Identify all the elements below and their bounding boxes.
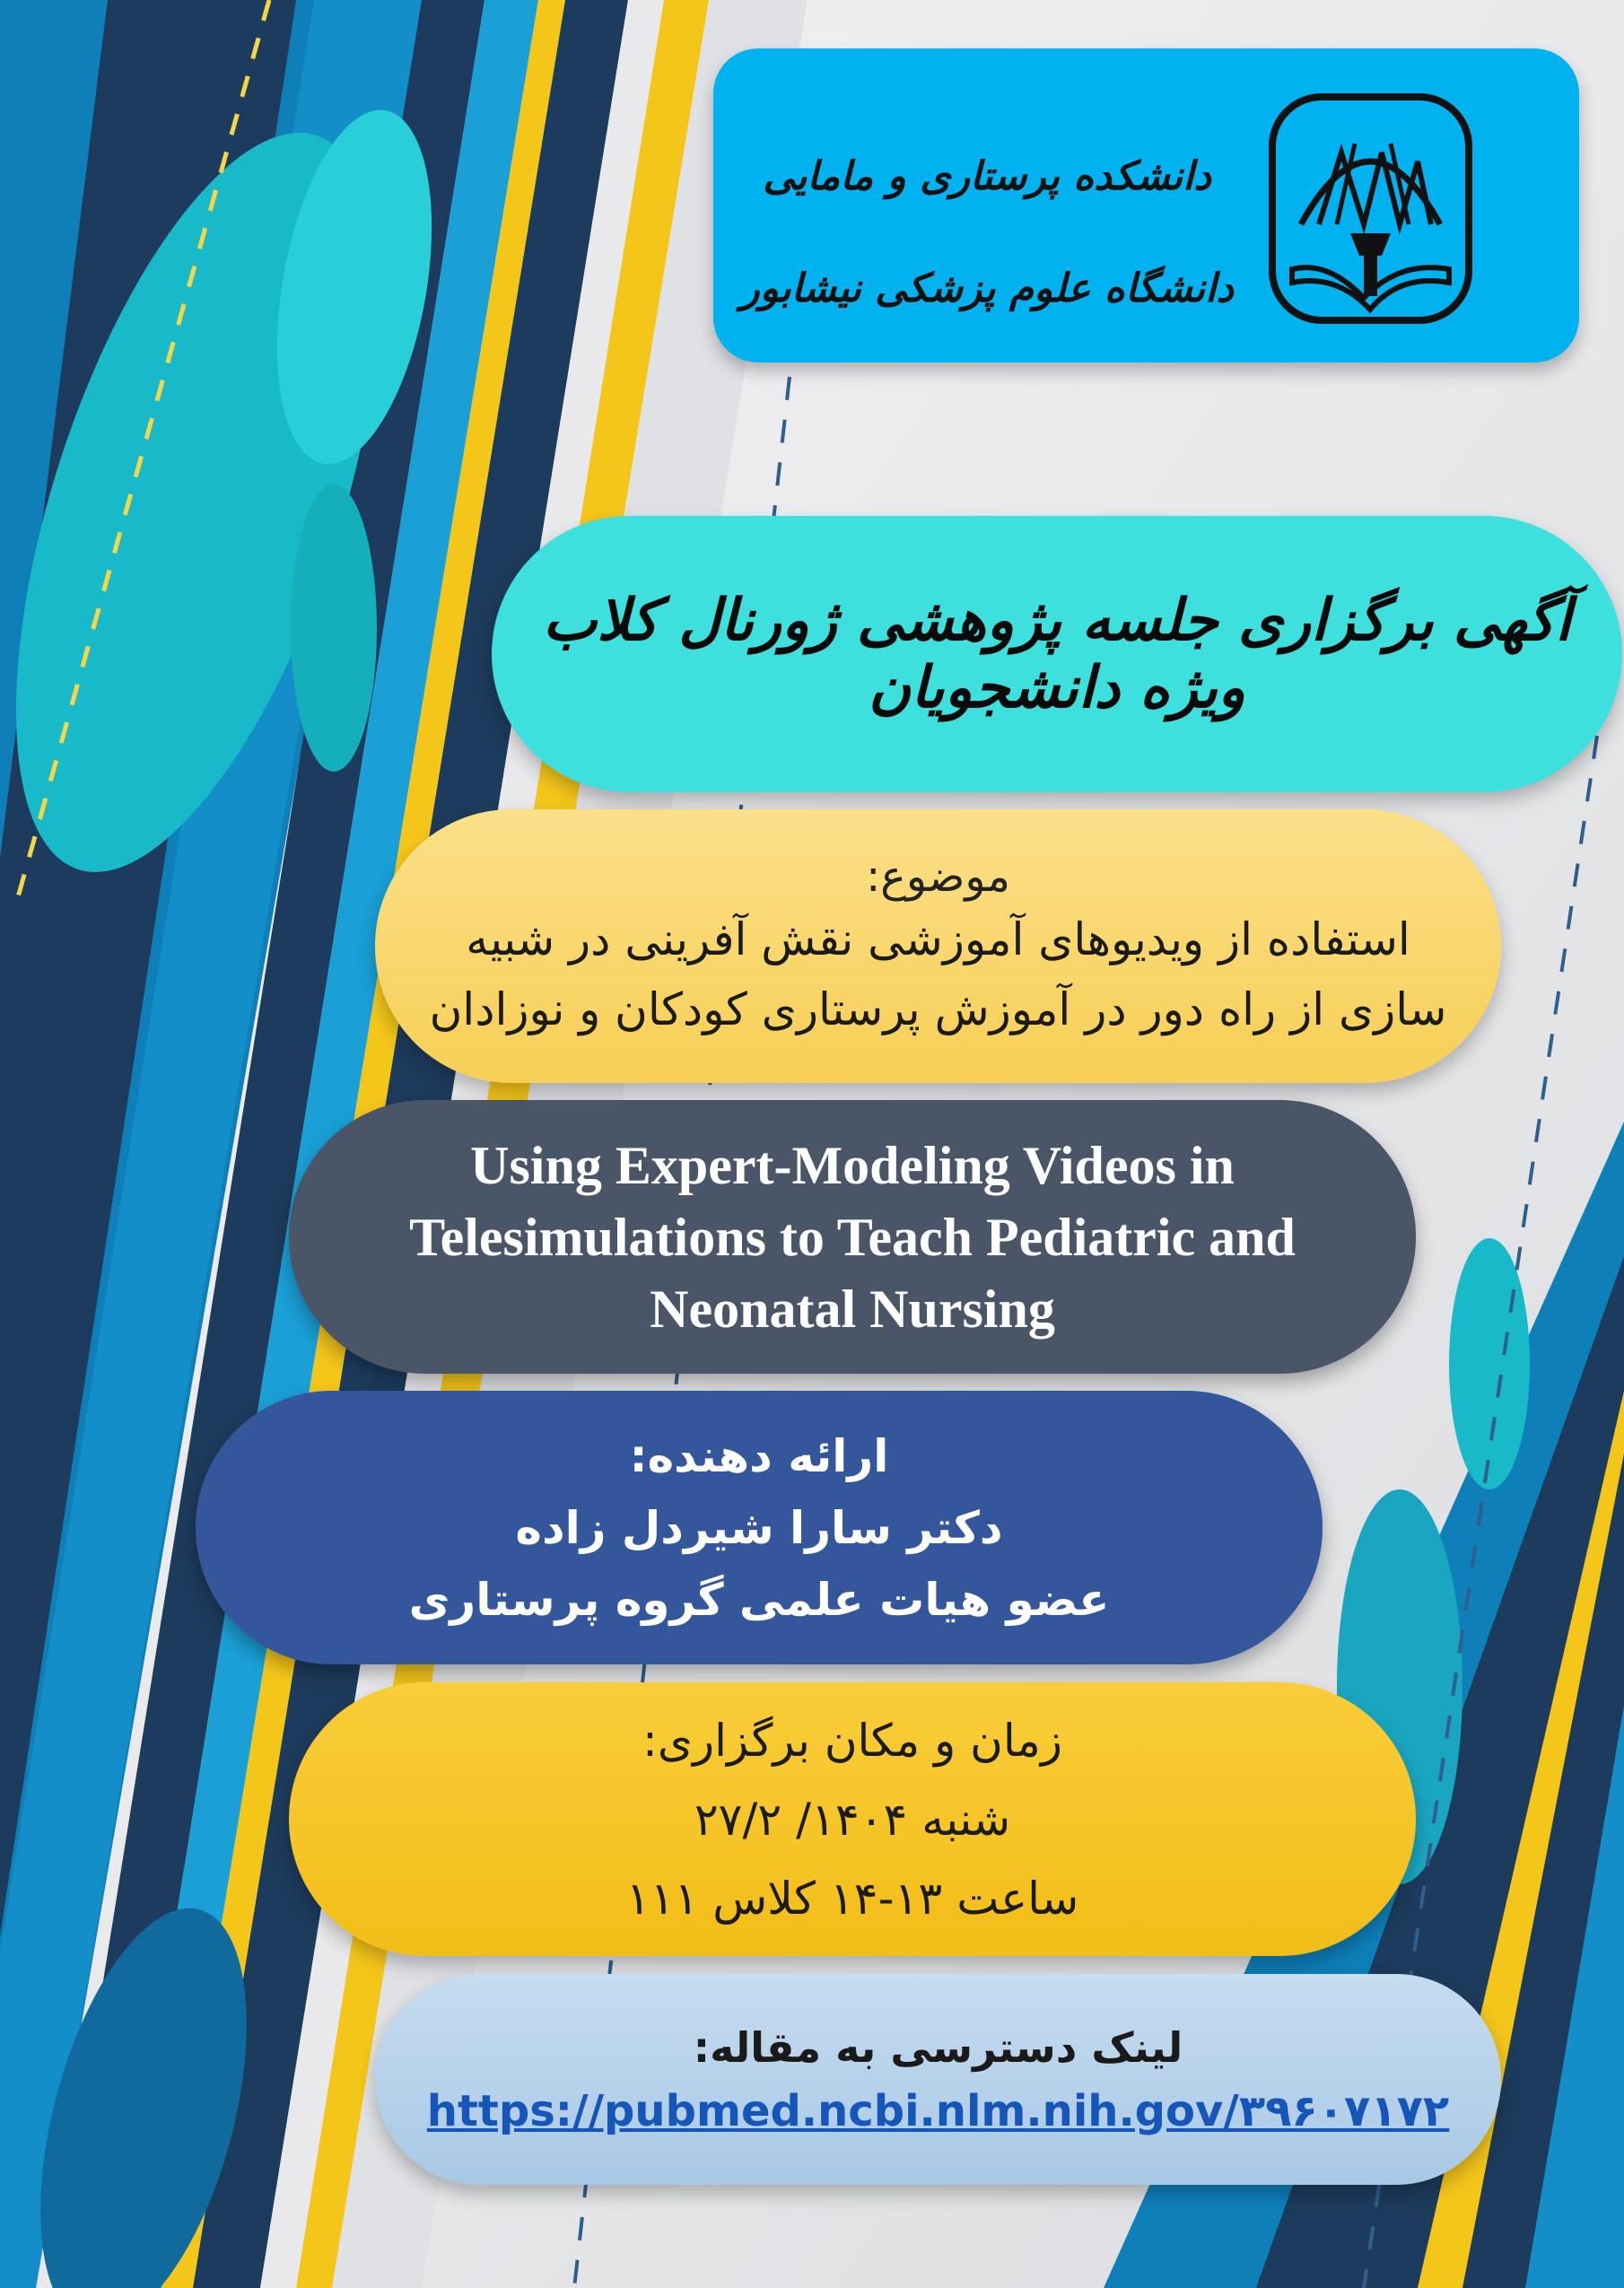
english-title-line-3: Neonatal Nursing [650, 1279, 1055, 1339]
presenter-panel [196, 1391, 1323, 1664]
topic-label: موضوع: [866, 851, 1010, 902]
topic-line-2: سازی از راه دور در آموزش پرستاری کودکان و نوزادان [429, 982, 1447, 1035]
schedule-label: زمان و مکان برگزاری: [642, 1714, 1062, 1767]
presenter-name: دکتر سارا شیردل زاده [515, 1501, 1003, 1554]
article-link-url[interactable]: https://pubmed.ncbi.nlm.nih.gov/۳۹۶۰۷۱۷۲ [426, 2085, 1450, 2136]
schedule-date: شنبه ۱۴۰۴/ ۲۷/۲ [694, 1793, 1011, 1846]
university-emblem-icon [1265, 90, 1476, 327]
english-title-line-1: Using Expert-Modeling Videos in [470, 1135, 1235, 1195]
header-banner [713, 48, 1579, 362]
article-link-label: لینک دسترسی به مقاله: [693, 2022, 1183, 2072]
announcement-title: آگهی برگزاری جلسه پژوهشی ژورنال کلاب ویژه دانشجویان [543, 587, 1571, 721]
schedule-time-place: ساعت ۱۳-۱۴ کلاس ۱۱۱ [625, 1872, 1079, 1925]
faculty-name: دانشکده پرستاری و مامایی [763, 153, 1211, 199]
header-text [740, 120, 1234, 345]
schedule-panel [289, 1682, 1416, 1956]
presenter-label: ارائه دهنده: [629, 1429, 889, 1482]
university-name: دانشگاه علوم پزشکی نیشابور [740, 266, 1234, 311]
english-title-panel [289, 1100, 1416, 1374]
article-link-panel [375, 1974, 1501, 2185]
english-title-line-2: Telesimulations to Teach Pediatric and [409, 1207, 1296, 1267]
announcement-title-banner [492, 516, 1622, 792]
topic-panel [375, 809, 1501, 1083]
presenter-role: عضو هیات علمی گروه پرستاری [408, 1573, 1110, 1626]
topic-line-1: استفاده از ویدیوهای آموزشی نقش آفرینی در شبیه [466, 913, 1410, 965]
